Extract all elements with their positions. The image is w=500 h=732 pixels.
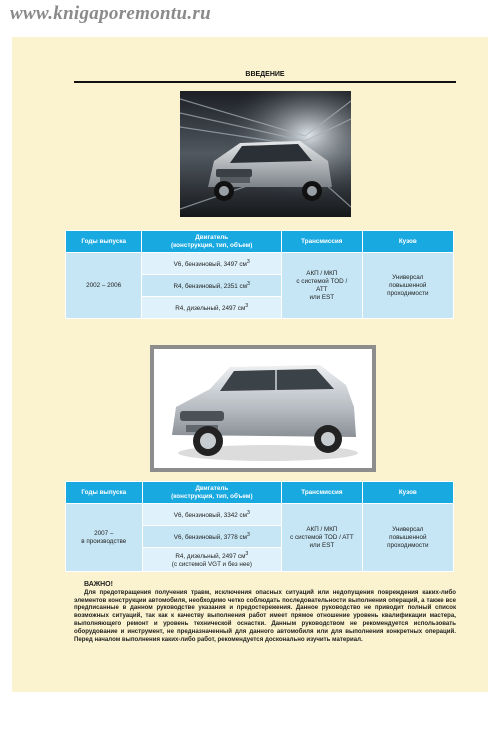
- unit-superscript: 3: [246, 258, 250, 265]
- engine-cell: [142, 548, 282, 572]
- engine-cell: [142, 297, 282, 319]
- col-header-body: Кузов: [362, 231, 453, 253]
- engine-header-line2: (конструкция, тип, объем): [171, 492, 253, 500]
- car-photo-2007: [150, 345, 376, 472]
- engine-header-line2: (конструкция, тип, объем): [171, 241, 253, 249]
- notice-paragraph: Для предотвращения получения травм, исключения опасных ситуаций или недопущения повреждения каких-либо элементов конструкции автомобиля, необходимо четко соблюдать последовательности выполнения операций, а также все предписанные в данном руководстве указания и предостережения. Данное руководство не приводит полный список возможных ситуаций, так как к качеству выполнения работ имеет прямое отношение уровень квалификации мастера, выполняющего ремонт и уровень технической оснастки. Данным руководством не рекомендуется использовать оборудование и инструмент, не предназначенный для данного автомобиля или для выполнения конкретных операций. Перед началом выполнения каких-либо работ, рекомендуется досконально изучить материал.: [74, 588, 456, 643]
- body-cell: [362, 504, 453, 572]
- important-notice: [74, 581, 456, 643]
- engine-text: R4, бензиновый, 2351 см: [173, 283, 248, 291]
- engine-cell: [142, 275, 282, 297]
- col-header-engine: [142, 231, 282, 253]
- car-photo-2002: [180, 91, 351, 217]
- unit-superscript: 3: [247, 509, 250, 516]
- spec-table-2007: [65, 481, 454, 572]
- transmission-cell: [282, 504, 362, 572]
- engine-text: V6, бензиновый, 3342 см: [173, 512, 247, 520]
- col-header-transmission: Трансмиссия: [282, 482, 362, 504]
- body-cell: [362, 253, 453, 319]
- col-header-years: Годы выпуска: [66, 231, 142, 253]
- years-cell: 2002 – 2006: [66, 253, 142, 319]
- years-line: в производстве: [81, 537, 127, 545]
- body-line: повышенной: [389, 533, 427, 541]
- transmission-line: с системой TOD /: [296, 277, 348, 285]
- col-header-body: Кузов: [362, 482, 453, 504]
- engine-text: V6, бензиновый, 3778 см: [173, 534, 247, 542]
- engine-text: V6, бензиновый, 3497 см: [173, 261, 247, 269]
- col-header-engine: [142, 482, 282, 504]
- years-cell: [66, 504, 143, 572]
- body-line: проходимости: [387, 541, 429, 549]
- body-line: проходимости: [387, 289, 429, 297]
- transmission-line: или EST: [309, 293, 335, 301]
- engine-note: (с системой VGT и без нее): [171, 561, 252, 569]
- engine-text: R4, дизельный, 2497 см: [175, 553, 246, 561]
- notice-heading: ВАЖНО!: [84, 581, 113, 588]
- manual-page: [12, 37, 488, 692]
- transmission-cell: [282, 253, 363, 319]
- engine-cell: [142, 504, 282, 526]
- site-watermark: www.knigaporemontu.ru: [10, 3, 211, 24]
- col-header-transmission: Трансмиссия: [282, 231, 363, 253]
- transmission-line: ATT: [316, 285, 328, 293]
- body-line: Универсал: [392, 525, 424, 533]
- col-header-years: Годы выпуска: [66, 482, 143, 504]
- unit-superscript: 3: [247, 531, 250, 538]
- section-title: ВВЕДЕНИЕ: [245, 71, 285, 78]
- header-rule: [74, 81, 456, 83]
- spec-table-2002: [65, 230, 454, 319]
- body-line: повышенной: [389, 281, 427, 289]
- transmission-line: АКП / МКП: [306, 525, 338, 533]
- unit-superscript: 3: [245, 302, 249, 309]
- body-line: Универсал: [392, 273, 424, 281]
- engine-cell: [142, 253, 282, 275]
- unit-superscript: 3: [245, 550, 249, 557]
- transmission-line: или EST: [309, 541, 335, 549]
- transmission-line: с системой TOD / ATT: [290, 533, 354, 541]
- years-line: 2007 –: [94, 529, 114, 537]
- engine-cell: [142, 526, 282, 548]
- engine-header-line1: Двигатель: [195, 233, 229, 241]
- unit-superscript: 3: [247, 280, 250, 287]
- transmission-line: АКП / МКП: [306, 269, 338, 277]
- engine-header-line1: Двигатель: [195, 484, 229, 492]
- engine-text: R4, дизельный, 2497 см: [175, 305, 246, 313]
